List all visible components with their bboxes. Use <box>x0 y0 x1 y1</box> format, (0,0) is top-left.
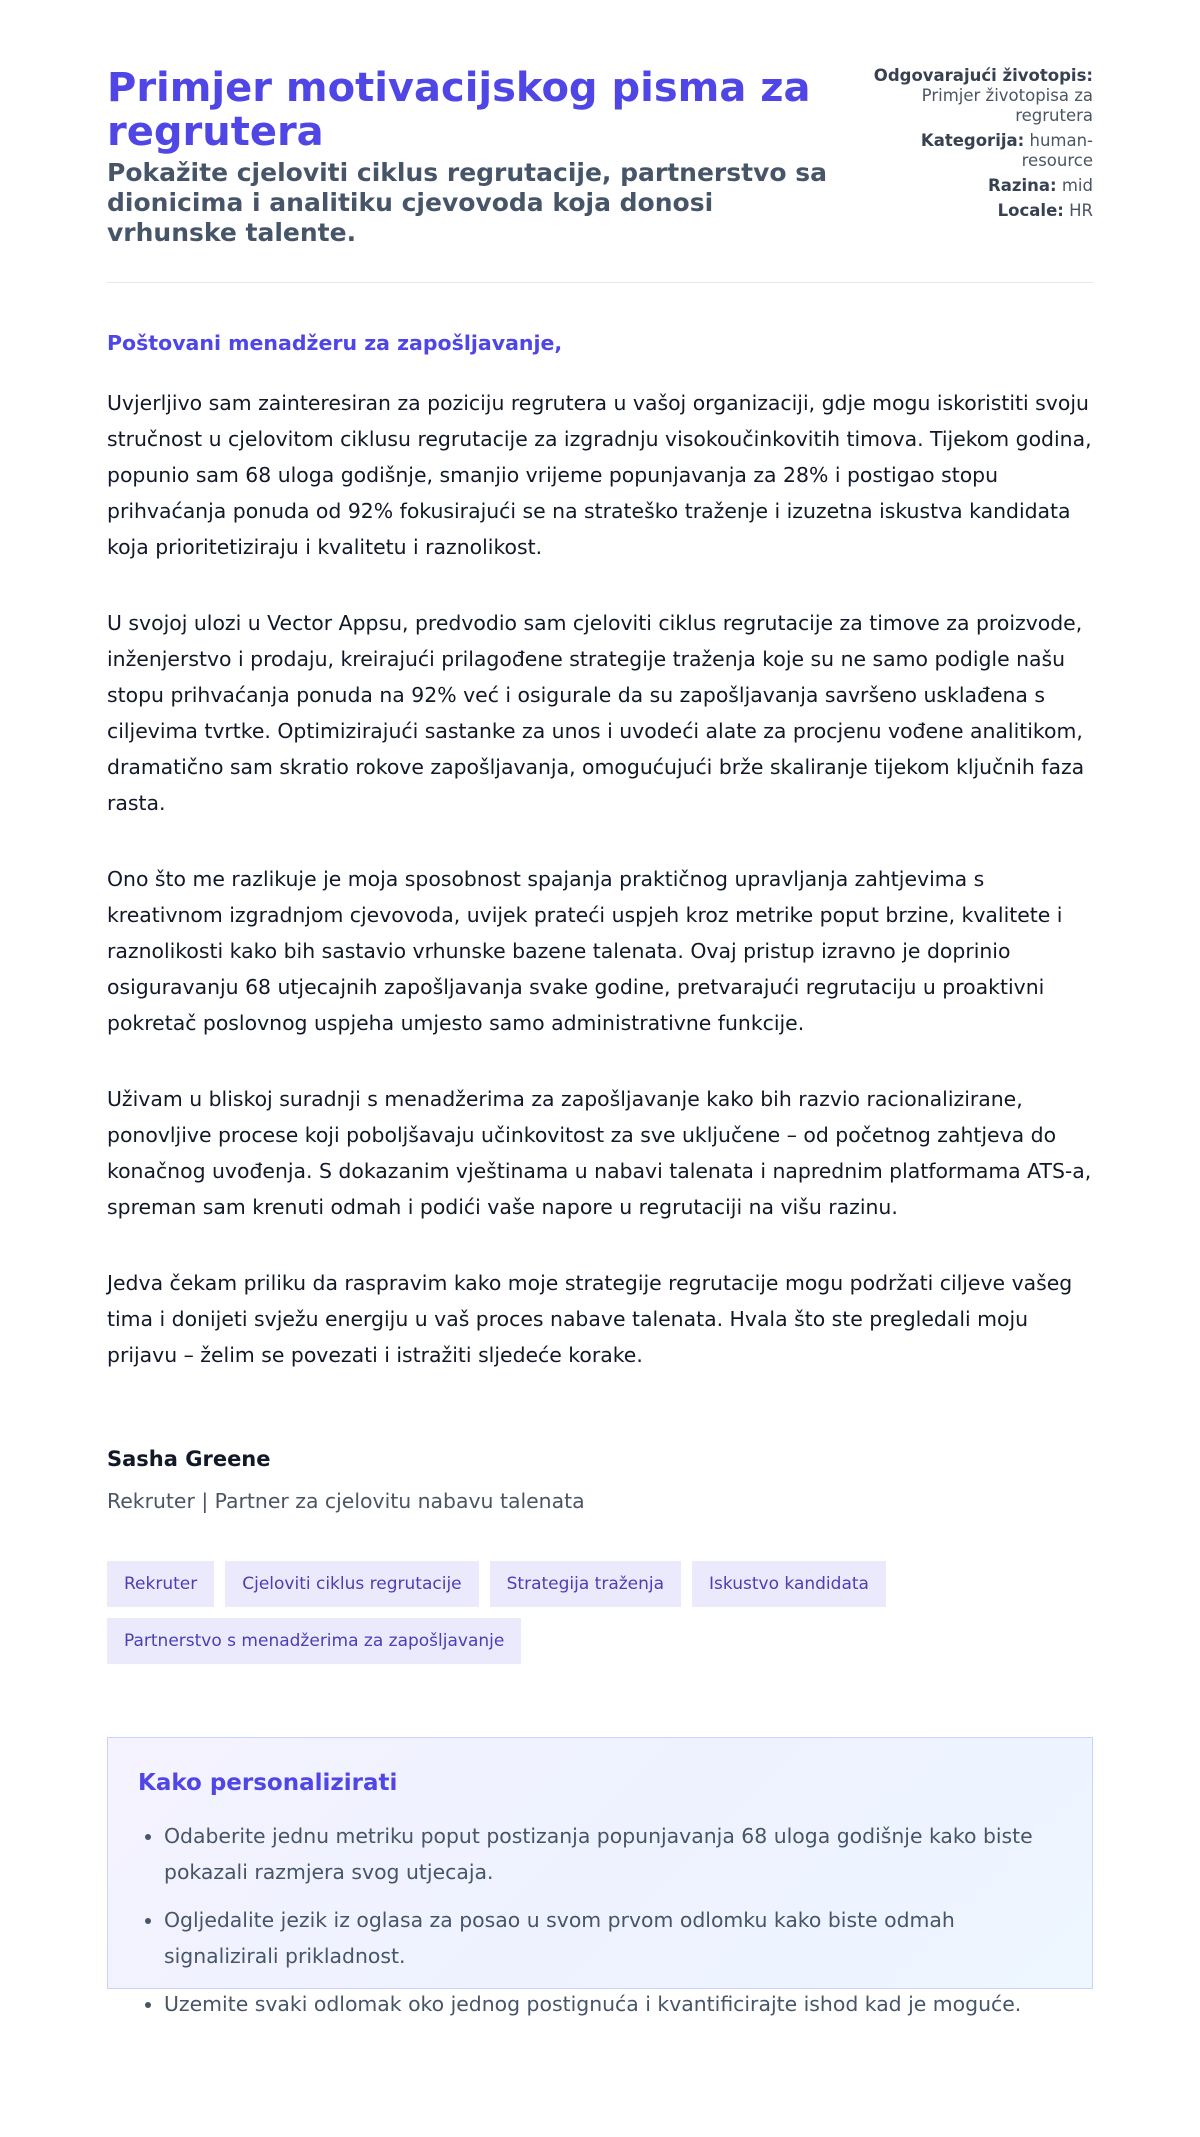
tip-item: • Odaberite jednu metriku poput postizanja popunjavanja 68 uloga godišnje kako biste pokazali razmjera svog utjecaja. <box>164 1818 1062 1890</box>
page-title: Primjer motivacijskog pisma za regrutera <box>107 65 811 155</box>
meta-level-label: Razina: <box>988 176 1057 195</box>
personalization-tips <box>107 1737 1093 2016</box>
signature-title: Rekruter | Partner za cjelovitu nabavu talenata <box>107 1489 585 1513</box>
tag: Iskustvo kandidata <box>692 1561 886 1607</box>
header-titles <box>107 66 827 248</box>
tip-item: • Ogljedalite jezik iz oglasa za posao u svom prvom odlomku kako biste odmah signalizirali prikladnost. <box>164 1902 1062 1974</box>
letter-greeting: Poštovani menadžeru za zapošljavanje, <box>107 331 563 355</box>
meta-panel <box>873 66 1093 226</box>
meta-locale <box>873 201 1093 221</box>
meta-level-value: mid <box>1061 176 1093 195</box>
signature-block <box>107 1447 1093 1513</box>
tag: Strategija traženja <box>490 1561 681 1607</box>
page-subtitle: Pokažite cjeloviti ciklus regrutacije, partnerstvo sa dionicima i analitiku cjevovoda koja donosi vrhunske talente. <box>107 158 827 247</box>
tip-item: • Uzemite svaki odlomak oko jednog postignuća i kvantificirajte ishod kad je moguće. <box>164 1986 1062 2022</box>
meta-category <box>873 131 1093 171</box>
cover-letter-page <box>107 0 1093 2016</box>
meta-locale-label: Locale: <box>997 201 1064 220</box>
tips-list <box>138 1818 1062 2022</box>
meta-level <box>873 176 1093 196</box>
meta-category-value: human-resource <box>1021 131 1093 170</box>
meta-locale-value: HR <box>1069 201 1093 220</box>
letter-paragraph: Ono što me razlikuje je moja sposobnost spajanja praktičnog upravljanja zahtjevima s kreativnom izgradnjom cjevovoda, uvijek prateći uspjeh kroz metrike poput brzine, kvalitete i raznolikosti kako bih sastavio vrhunske bazene talenata. Ovaj pristup izravno je doprinio osiguravanju 68 utjecajnih zapošljavanja svake godine, pretvarajući regrutaciju u proaktivni pokretač poslovnog uspjeha umjesto samo administrativne funkcije. <box>107 867 1063 1035</box>
tag: Rekruter <box>107 1561 214 1607</box>
meta-resume-label: Odgovarajući životopis: <box>873 66 1093 85</box>
letter-paragraph: Uživam u bliskoj suradnji s menadžerima za zapošljavanje kako bih razvio racionalizirane, ponovljive procese koji poboljšavaju učinkovitost za sve uključene – od početnog zahtjeva do konačnog uvođenja. S dokazanim vještinama u nabavi talenata i naprednim platformama ATS-a, spreman sam krenuti odmah i podići vaše napore u regrutaciji na višu razinu. <box>107 1087 1092 1219</box>
page-header <box>107 66 1093 283</box>
tag: Cjeloviti ciklus regrutacije <box>225 1561 478 1607</box>
letter-paragraph: Jedva čekam priliku da raspravim kako moje strategije regrutacije mogu podržati ciljeve vašeg tima i donijeti svježu energiju u vaš proces nabave talenata. Hvala što ste pregledali moju prijavu – želim se povezati i istražiti sljedeće korake. <box>107 1271 1073 1367</box>
signature-name: Sasha Greene <box>107 1447 271 1471</box>
meta-resume <box>873 66 1093 126</box>
tips-title: Kako personalizirati <box>138 1770 398 1796</box>
letter-body <box>107 331 1093 1373</box>
letter-paragraph: U svojoj ulozi u Vector Appsu, predvodio sam cjeloviti ciklus regrutacije za timove za proizvode, inženjerstvo i prodaju, kreirajući prilagođene strategije traženja koje su ne samo podigle našu stopu prihvaćanja ponuda na 92% već i osigurale da su zapošljavanja savršeno usklađena s ciljevima tvrtke. Optimizirajući sastanke za unos i uvodeći alate za procjenu vođene analitikom, dramatično sam skratio rokove zapošljavanja, omogućujući brže skaliranje tijekom ključnih faza rasta. <box>107 611 1085 815</box>
meta-resume-value: Primjer životopisa za regrutera <box>921 86 1093 125</box>
letter-paragraph: Uvjerljivo sam zainteresiran za poziciju regrutera u vašoj organizaciji, gdje mogu iskoristiti svoju stručnost u cjelovitom ciklusu regrutacije za izgradnju visokoučinkovitih timova. Tijekom godina, popunio sam 68 uloga godišnje, smanjio vrijeme popunjavanja za 28% i postigao stopu prihvaćanja ponuda od 92% fokusirajući se na strateško traženje i izuzetna iskustva kandidata koja prioritetiziraju i kvalitetu i raznolikost. <box>107 391 1092 559</box>
tag: Partnerstvo s menadžerima za zapošljavanje <box>107 1618 521 1664</box>
meta-category-label: Kategorija: <box>920 131 1025 150</box>
tag-list <box>107 1561 927 1664</box>
